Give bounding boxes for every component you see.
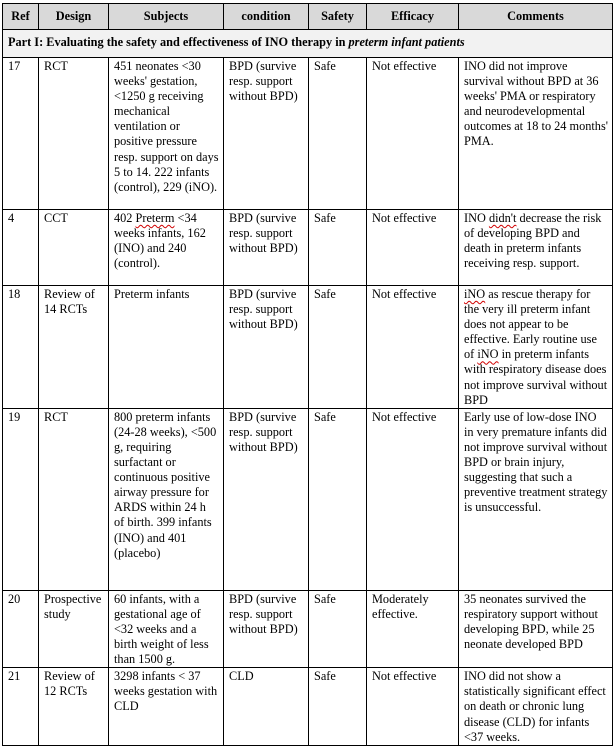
cell-subjects: 451 neonates <30 weeks' gestation, <1250 g receiving mechanical ventilation or positive pressure resp. support on days 5 to 14. 222 infants (control), 229 (iNO).: [109, 58, 224, 210]
cell-efficacy: Not effective: [367, 58, 459, 210]
subjects-text-c: <34 weeks infants, 162 (INO) and 240 (control).: [114, 211, 206, 271]
table-row: [3, 210, 613, 286]
cell-safety: Safe: [309, 590, 367, 667]
section-title-italic: preterm infant patients: [348, 35, 465, 49]
table-row: [3, 590, 613, 667]
comments-text-d: in preterm infants with respiratory disease does not improve survival without BPD: [464, 347, 608, 407]
comments-text-a: INO: [464, 211, 489, 225]
table-row: [3, 58, 613, 210]
cell-condition: BPD (survive resp. support without BPD): [224, 58, 309, 210]
header-row: [3, 4, 613, 30]
cell-comments: Early use of low-dose INO in very premature infants did not improve survival without BPD or brain injury, suggesting that such a preventive treatment strategy is unsuccessful.: [459, 408, 613, 590]
cell-design: RCT: [39, 408, 109, 590]
cell-design: Prospective study: [39, 590, 109, 667]
header-design: Design: [39, 4, 109, 30]
cell-subjects: 3298 infants < 37 weeks gestation with CLD: [109, 668, 224, 745]
cell-condition: BPD (survive resp. support without BPD): [224, 590, 309, 667]
header-efficacy: Efficacy: [367, 4, 459, 30]
cell-efficacy: Not effective: [367, 210, 459, 286]
cell-condition: BPD (survive resp. support without BPD): [224, 210, 309, 286]
cell-condition: BPD (survive resp. support without BPD): [224, 286, 309, 409]
cell-ref: 20: [3, 590, 39, 667]
cell-ref: 17: [3, 58, 39, 210]
cell-subjects: [109, 210, 224, 286]
cell-efficacy: Not effective: [367, 286, 459, 409]
spellcheck-word: didn't: [488, 211, 517, 225]
cell-condition: BPD (survive resp. support without BPD): [224, 408, 309, 590]
table-row: [3, 286, 613, 409]
cell-efficacy: Not effective: [367, 668, 459, 745]
cell-safety: Safe: [309, 668, 367, 745]
cell-ref: 4: [3, 210, 39, 286]
header-condition: condition: [224, 4, 309, 30]
cell-comments: [459, 210, 613, 286]
cell-design: CCT: [39, 210, 109, 286]
header-comments: Comments: [459, 4, 613, 30]
header-ref: Ref: [3, 4, 39, 30]
table-row: [3, 668, 613, 745]
subjects-text-a: 402: [114, 211, 136, 225]
cell-safety: Safe: [309, 286, 367, 409]
header-subjects: Subjects: [109, 4, 224, 30]
cell-efficacy: Not effective: [367, 408, 459, 590]
cell-condition: CLD: [224, 668, 309, 745]
cell-ref: 21: [3, 668, 39, 745]
section-title: [3, 30, 613, 58]
cell-comments: INO did not show a statistically significant effect on death or chronic lung disease (CLD) for infants <37 weeks.: [459, 668, 613, 745]
header-safety: Safety: [309, 4, 367, 30]
spellcheck-word: Preterm: [135, 211, 175, 225]
cell-design: Review of 14 RCTs: [39, 286, 109, 409]
cell-subjects: 800 preterm infants (24-28 weeks), <500 g, requiring surfactant or continuous positive airway pressure for ARDS within 24 h of birth. 399 infants (INO) and 401 (placebo): [109, 408, 224, 590]
cell-ref: 18: [3, 286, 39, 409]
cell-comments: INO did not improve survival without BPD at 36 weeks' PMA or respiratory and neurodevelopmental outcomes at 18 to 24 months' PMA.: [459, 58, 613, 210]
cell-design: Review of 12 RCTs: [39, 668, 109, 745]
cell-subjects: Preterm infants: [109, 286, 224, 409]
spellcheck-word: iNO: [477, 347, 499, 362]
comments-text-b: as rescue therapy for the very ill preterm infant does not appear to be effective. Early routine use of: [464, 287, 597, 362]
cell-safety: Safe: [309, 408, 367, 590]
cell-safety: Safe: [309, 58, 367, 210]
cell-efficacy: Moderately effective.: [367, 590, 459, 667]
cell-subjects: 60 infants, with a gestational age of <32 weeks and a birth weight of less than 1500 g.: [109, 590, 224, 667]
cell-ref: 19: [3, 408, 39, 590]
cell-comments: 35 neonates survived the respiratory support without developing BPD, while 25 neonate developed BPD: [459, 590, 613, 667]
comments-text-c: decrease the risk of developing BPD and death in preterm infants receiving resp. support.: [464, 211, 602, 271]
table-row: [3, 408, 613, 590]
cell-safety: Safe: [309, 210, 367, 286]
section-row: [3, 30, 613, 58]
spellcheck-word: iNO: [464, 287, 486, 301]
cell-design: RCT: [39, 58, 109, 210]
section-title-prefix: Part I: Evaluating the safety and effectiveness of INO therapy in: [8, 35, 349, 49]
cell-comments: [459, 286, 613, 409]
results-table: [2, 3, 613, 746]
